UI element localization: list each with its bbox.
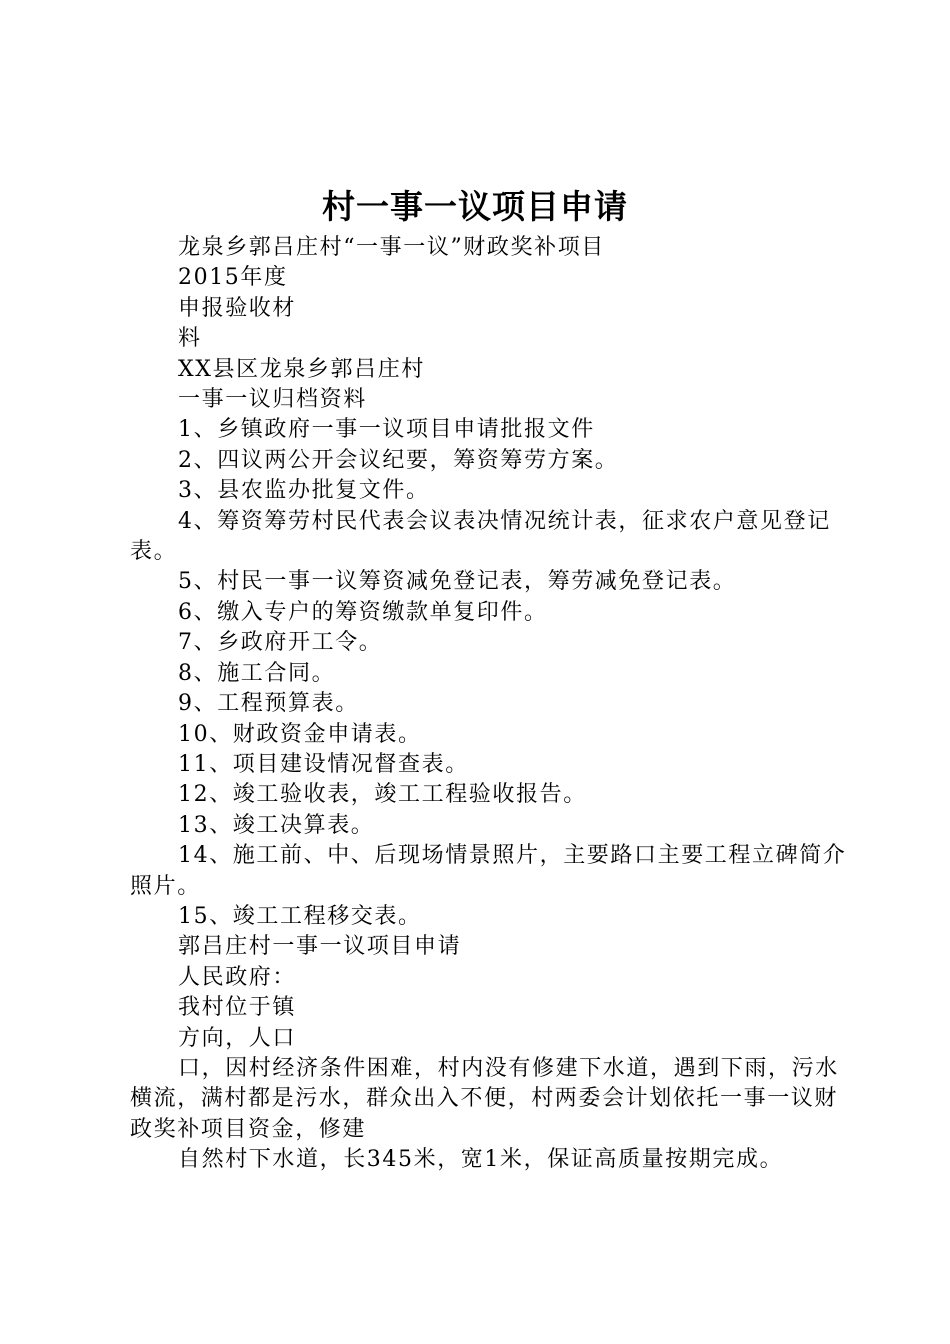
paragraph: 自然村下水道，长345米，宽1米，保证高质量按期完成。 <box>178 1147 784 1173</box>
list-item: 7、乡政府开工令。 <box>178 630 383 656</box>
document-body <box>130 233 850 1176</box>
list-item: 15、竣工工程移交表。 <box>178 903 422 929</box>
paragraph: 口，因村经济条件困难，村内没有修建下水道，遇到下雨，污水横流，满村都是污水，群众出入不便，村两委会计划依托一事一议财政奖补项目资金，修建 <box>130 1055 839 1142</box>
list-item: 14、施工前、中、后现场情景照片，主要路口主要工程立碑简介照片。 <box>130 843 847 899</box>
document-title: 村一事一议项目申请 <box>322 187 628 226</box>
paragraph: 一事一议归档资料 <box>178 387 367 413</box>
paragraph: 2015年度 <box>178 265 288 291</box>
paragraph: 方向，人口 <box>178 1025 297 1051</box>
list-item: 9、工程预算表。 <box>178 691 359 717</box>
paragraph: 料 <box>178 326 202 352</box>
list-item: 4、筹资筹劳村民代表会议表决情况统计表，征求农户意见登记表。 <box>130 508 831 565</box>
list-item: 5、村民一事一议筹资减免登记表，筹劳减免登记表。 <box>178 569 737 595</box>
list-item: 8、施工合同。 <box>178 660 336 686</box>
list-item: 13、竣工决算表。 <box>178 812 375 838</box>
list-item: 2、四议两公开会议纪要，筹资筹劳方案。 <box>178 447 619 473</box>
list-item: 3、县农监办批复文件。 <box>178 478 430 504</box>
list-item: 1、乡镇政府一事一议项目申请批报文件 <box>178 417 595 443</box>
list-item: 6、缴入专户的筹资缴款单复印件。 <box>178 599 548 625</box>
list-item: 12、竣工验收表，竣工工程验收报告。 <box>178 782 587 808</box>
paragraph: 人民政府： <box>178 964 297 990</box>
list-item: 10、财政资金申请表。 <box>178 721 422 747</box>
paragraph: 龙泉乡郭吕庄村“一事一议”财政奖补项目 <box>178 235 605 260</box>
list-item: 11、项目建设情况督查表。 <box>178 751 469 777</box>
paragraph: 郭吕庄村一事一议项目申请 <box>178 934 462 960</box>
paragraph: 我村位于镇 <box>178 995 297 1021</box>
paragraph: 申报验收材 <box>178 295 297 321</box>
paragraph: XX县区龙泉乡郭吕庄村 <box>178 356 425 382</box>
